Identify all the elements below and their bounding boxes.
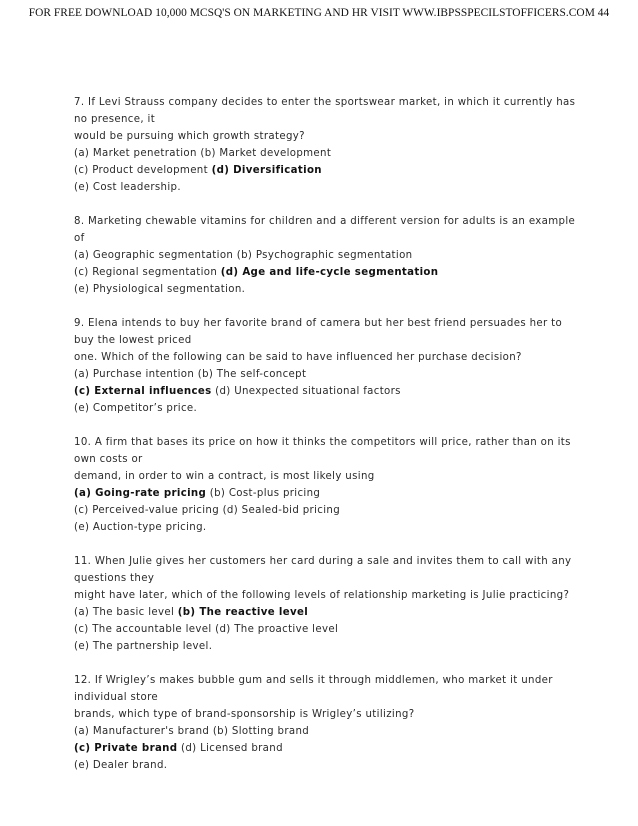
options-line: (e) Dealer brand.	[74, 760, 168, 771]
correct-answer: (c) External influences	[74, 386, 212, 397]
answer-options-line	[74, 485, 574, 502]
answer-options-line	[74, 264, 574, 281]
question-text: 8. Marketing chewable vitamins for children and a different version for adults is an example	[74, 216, 576, 227]
answer-options-line	[74, 162, 574, 179]
correct-answer: (a) Going-rate pricing	[74, 488, 207, 499]
options-line: (a) Market penetration (b) Market development	[74, 148, 332, 159]
question-text: demand, in order to win a contract, is most likely using	[74, 471, 375, 482]
correct-answer: (b) The reactive level	[177, 607, 309, 618]
question-item	[74, 315, 574, 417]
options-line: (a) Purchase intention (b) The self-concept	[74, 369, 307, 380]
question-text: of	[74, 233, 85, 244]
question-item	[74, 94, 574, 196]
options-line: (c) Perceived-value pricing (d) Sealed-bid pricing	[74, 505, 341, 516]
question-text: no presence, it	[74, 114, 156, 125]
answer-options-line	[74, 604, 574, 621]
option-text: (d) Unexpected situational factors	[211, 386, 401, 397]
option-text: (b) Cost-plus pricing	[206, 488, 321, 499]
question-list	[74, 94, 574, 791]
question-text: brands, which type of brand-sponsorship is Wrigley’s utilizing?	[74, 709, 415, 720]
question-text: would be pursuing which growth strategy?	[74, 131, 305, 142]
correct-answer: (d) Age and life-cycle segmentation	[220, 267, 439, 278]
question-text: buy the lowest priced	[74, 335, 192, 346]
options-line: (e) Physiological segmentation.	[74, 284, 246, 295]
answer-options-line	[74, 383, 574, 400]
question-text: 12. If Wrigley’s makes bubble gum and sells it through middlemen, who market it under	[74, 675, 553, 686]
question-text: might have later, which of the following levels of relationship marketing is Julie practicing?	[74, 590, 570, 601]
question-text: 10. A firm that bases its price on how it thinks the competitors will price, rather than on its	[74, 437, 571, 448]
question-item	[74, 434, 574, 536]
question-item	[74, 553, 574, 655]
question-text: 11. When Julie gives her customers her card during a sale and invites them to call with any	[74, 556, 572, 567]
answer-options-line	[74, 740, 574, 757]
options-line: (e) Cost leadership.	[74, 182, 181, 193]
question-text: individual store	[74, 692, 159, 703]
question-text: own costs or	[74, 454, 143, 465]
options-line: (a) Manufacturer's brand (b) Slotting brand	[74, 726, 310, 737]
options-line: (e) The partnership level.	[74, 641, 213, 652]
option-text: (a) The basic level	[74, 607, 178, 618]
option-text: (c) Regional segmentation	[74, 267, 221, 278]
page-header: FOR FREE DOWNLOAD 10,000 MCSQ'S ON MARKETING AND HR VISIT WWW.IBPSSPECILSTOFFICERS.COM 44	[28, 7, 610, 19]
option-text: (c) Product development	[74, 165, 212, 176]
question-text: 7. If Levi Strauss company decides to enter the sportswear market, in which it currently has	[74, 97, 576, 108]
correct-answer: (c) Private brand	[74, 743, 178, 754]
options-line: (e) Auction-type pricing.	[74, 522, 207, 533]
options-line: (a) Geographic segmentation (b) Psychographic segmentation	[74, 250, 413, 261]
correct-answer: (d) Diversification	[211, 165, 322, 176]
question-text: one. Which of the following can be said to have influenced her purchase decision?	[74, 352, 522, 363]
options-line: (e) Competitor’s price.	[74, 403, 198, 414]
question-item	[74, 672, 574, 774]
option-text: (d) Licensed brand	[177, 743, 283, 754]
question-text: 9. Elena intends to buy her favorite brand of camera but her best friend persuades her to	[74, 318, 563, 329]
options-line: (c) The accountable level (d) The proactive level	[74, 624, 339, 635]
question-text: questions they	[74, 573, 155, 584]
question-item	[74, 213, 574, 298]
